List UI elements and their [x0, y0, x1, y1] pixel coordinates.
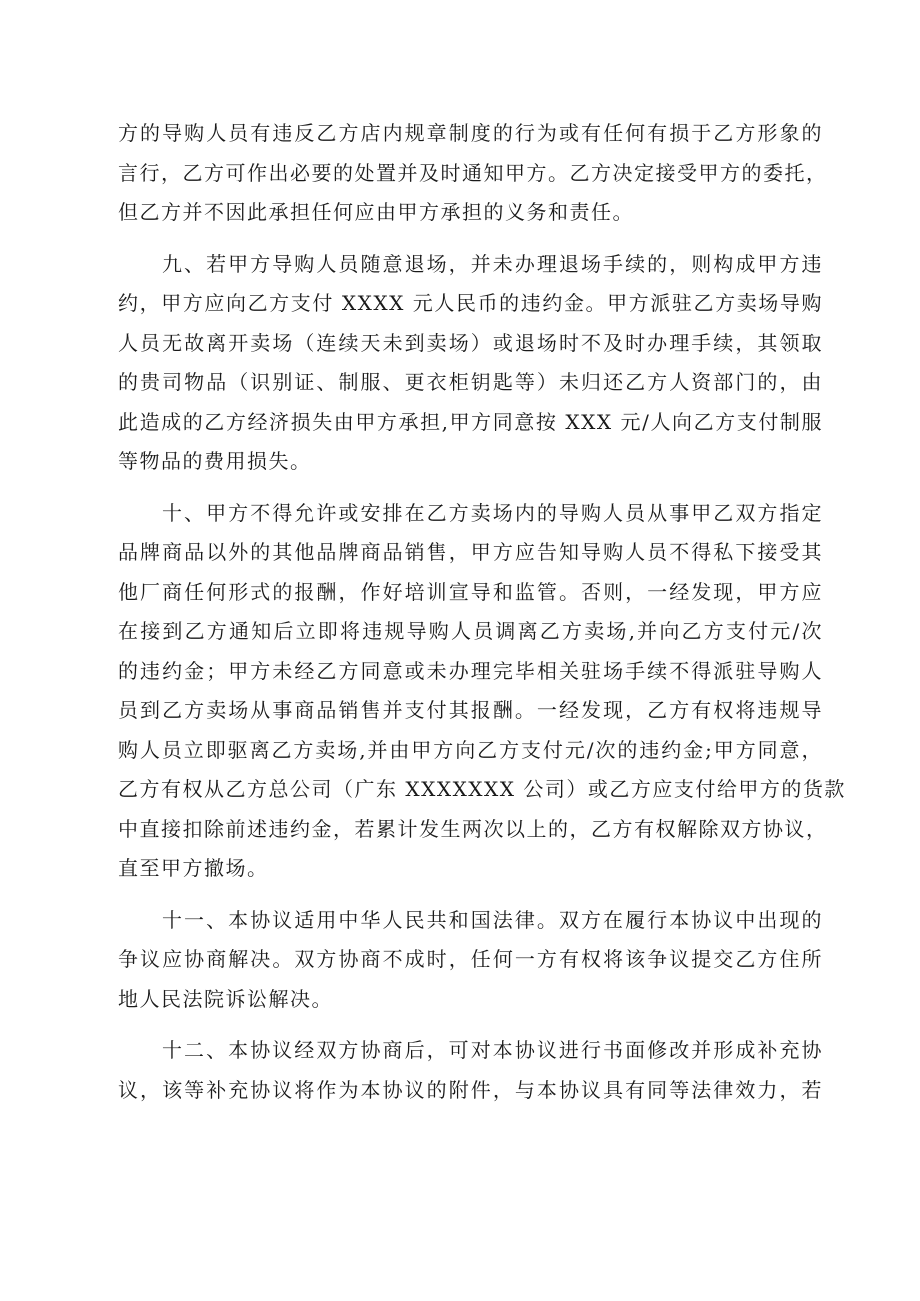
text-line: 方的导购人员有违反乙方店内规章制度的行为或有任何有损于乙方形象的 [118, 121, 823, 145]
paragraph-clause-10 [118, 494, 846, 889]
text-line: 争议应协商解决。双方协商不成时，任何一方有权将该争议提交乙方住所 [118, 947, 823, 971]
text-line: 人员无故离开卖场（连续天未到卖场）或退场时不及时办理手续，其领取 [118, 330, 823, 355]
text-line: 品牌商品以外的其他品牌商品销售，甲方应告知导购人员不得私下接受其 [118, 540, 823, 564]
text-line: 直至甲方撤场。 [118, 856, 269, 880]
text-line: 的违约金；甲方未经乙方同意或未办理完毕相关驻场手续不得派驻导购人 [118, 658, 823, 683]
text-line: 中直接扣除前述违约金，若累计发生两次以上的，乙方有权解除双方协议， [118, 816, 828, 841]
text-line: 十二、本协议经双方协商后，可对本协议进行书面修改并形成补充协 [162, 1038, 823, 1062]
text-line: 此造成的乙方经济损失由甲方承担,甲方同意按 XXX 元/人向乙方支付制服 [118, 409, 823, 434]
paragraph-continuation [118, 114, 828, 233]
text-line: 他厂商任何形式的报酬，作好培训宣导和监管。否则，一经发现，甲方应 [118, 579, 823, 604]
paragraph-clause-11 [118, 901, 823, 1020]
text-line: 十、甲方不得允许或安排在乙方卖场内的导购人员从事甲乙双方指定 [162, 500, 823, 525]
text-line: 员到乙方卖场从事商品销售并支付其报酬。一经发现，乙方有权将违规导 [118, 698, 823, 722]
text-line: 购人员立即驱离乙方卖场,并由甲方向乙方支付元/次的违约金;甲方同意， [118, 737, 823, 762]
text-line: 约，甲方应向乙方支付 XXXX 元人民币的违约金。甲方派驻乙方卖场导购 [118, 291, 823, 315]
text-line: 但乙方并不因此承担任何应由甲方承担的义务和责任。 [118, 200, 634, 224]
text-line: 言行，乙方可作出必要的处置并及时通知甲方。乙方决定接受甲方的委托， [118, 160, 828, 185]
text-line: 议，该等补充协议将作为本协议的附件，与本协议具有同等法律效力，若 [118, 1077, 823, 1102]
text-line: 十一、本协议适用中华人民共和国法律。双方在履行本协议中出现的 [162, 907, 823, 932]
text-line: 地人民法院诉讼解决。 [118, 986, 333, 1011]
text-line: 的贵司物品（识别证、制服、更衣柜钥匙等）未归还乙方人资部门的，由 [118, 370, 823, 394]
text-line: 九、若甲方导购人员随意退场，并未办理退场手续的，则构成甲方违 [162, 251, 823, 276]
paragraph-clause-12 [118, 1031, 823, 1110]
paragraph-clause-9 [118, 245, 823, 482]
text-line: 乙方有权从乙方总公司（广东 XXXXXXX 公司）或乙方应支付给甲方的货款 [118, 777, 846, 801]
document-body [118, 114, 846, 1110]
text-line: 在接到乙方通知后立即将违规导购人员调离乙方卖场,并向乙方支付元/次 [118, 619, 823, 643]
text-line: 等物品的费用损失。 [118, 449, 312, 473]
